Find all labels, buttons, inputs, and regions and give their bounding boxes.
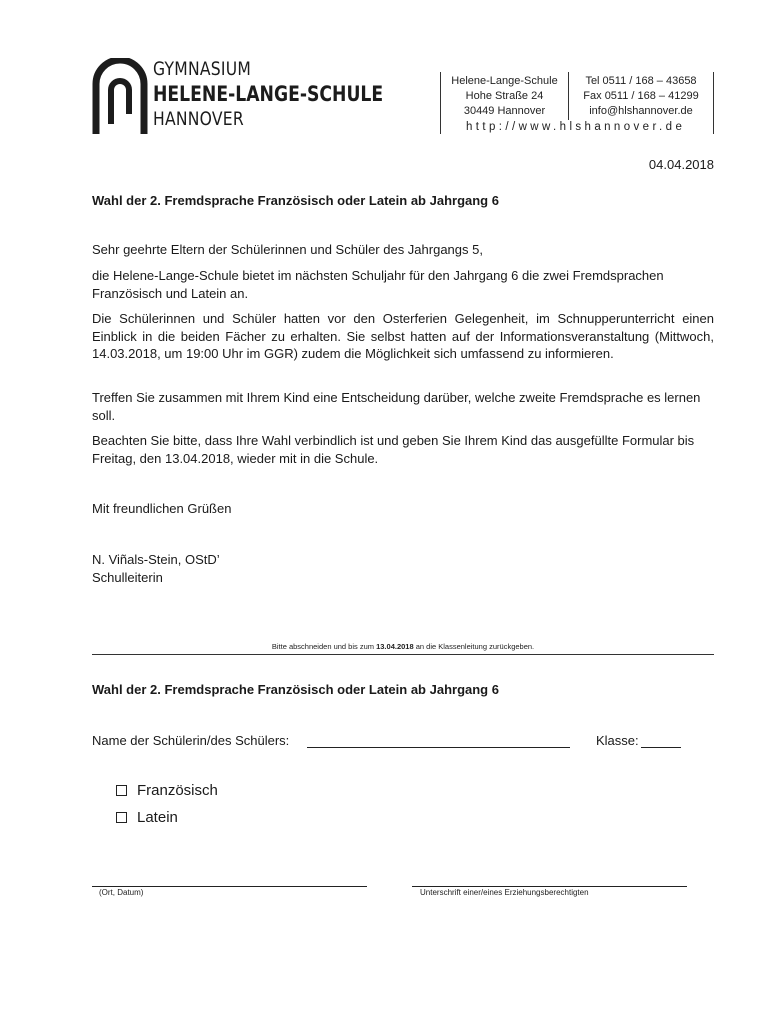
- cut-off-line: [92, 654, 714, 655]
- signer-name: N. Viñals-Stein, OStD’: [92, 552, 220, 567]
- place-date-line[interactable]: [92, 886, 367, 887]
- checkbox-french[interactable]: [116, 785, 127, 796]
- place-date-caption: (Ort, Datum): [99, 888, 144, 897]
- letter-subject: Wahl der 2. Fremdsprache Französisch oder Latein ab Jahrgang 6: [92, 193, 499, 208]
- logo-line-school-name: HELENE-LANGE-SCHULE: [153, 82, 384, 106]
- cut-off-note-text: Bitte abschneiden und bis zum: [271, 642, 377, 651]
- school-logo-icon: [92, 58, 148, 134]
- cut-off-note-text: an die Klassenleitung zurückgeben.: [413, 642, 535, 651]
- checkbox-latin[interactable]: [116, 812, 127, 823]
- contact-divider-right: [713, 72, 714, 134]
- letter-date: 04.04.2018: [648, 157, 714, 172]
- letter-closing: Mit freundlichen Grüßen: [92, 501, 232, 516]
- contact-address-line: Helene-Lange-Schule: [451, 75, 558, 87]
- logo-line-gymnasium: GYMNASIUM: [153, 58, 252, 80]
- letter-paragraph-3: Treffen Sie zusammen mit Ihrem Kind eine Entscheidung darüber, welche zweite Fremdsprache es lernen soll.: [92, 390, 701, 423]
- school-logo-wordmark: [153, 60, 434, 129]
- cut-off-note: [92, 642, 714, 651]
- contact-address-line: 30449 Hannover: [463, 105, 546, 117]
- contact-phone-line: Tel 0511 / 168 – 43658: [585, 75, 697, 87]
- logo-line-city: HANNOVER: [153, 108, 244, 130]
- signature-line[interactable]: [412, 886, 687, 887]
- option-latin-label: Latein: [137, 809, 178, 826]
- student-name-label: Name der Schülerin/des Schülers:: [92, 733, 290, 748]
- signature-caption: Unterschrift einer/eines Erziehungsberechtigten: [420, 888, 589, 897]
- option-latin[interactable]: [116, 809, 178, 826]
- contact-address: [441, 74, 568, 119]
- student-name-field[interactable]: [307, 747, 570, 748]
- letter-paragraph-4: Beachten Sie bitte, dass Ihre Wahl verbindlich ist und geben Sie Ihrem Kind das ausgefüllte Formular bis Freitag, den 13.04.2018, wieder mit in die Schule.: [92, 433, 695, 466]
- contact-phone: [569, 74, 713, 119]
- cut-off-note-date: 13.04.2018: [376, 642, 414, 651]
- contact-address-line: Hohe Straße 24: [465, 90, 544, 102]
- letter-salutation: Sehr geehrte Eltern der Schülerinnen und Schüler des Jahrgangs 5,: [92, 242, 483, 257]
- signer-title: Schulleiterin: [92, 570, 163, 585]
- option-french[interactable]: [116, 782, 218, 799]
- contact-email-link[interactable]: info@hlshannover.de: [589, 105, 693, 117]
- option-french-label: Französisch: [137, 782, 218, 799]
- form-subject: Wahl der 2. Fremdsprache Französisch oder Latein ab Jahrgang 6: [92, 682, 499, 697]
- contact-fax-line: Fax 0511 / 168 – 41299: [583, 90, 699, 102]
- class-field[interactable]: [641, 747, 681, 748]
- class-label: Klasse:: [596, 733, 639, 748]
- letter-paragraph-2: Die Schülerinnen und Schüler hatten vor den Osterferien Gelegenheit, im Schnupperunterricht einen Einblick in die beiden Fächer zu erhalten. Sie selbst hatten auf der Informationsveranstaltung (Mittwoch, 14.03.2018, um 19:00 Uhr im GGR) zudem die Möglichkeit sich umfassend zu informieren.: [92, 311, 714, 361]
- website-link[interactable]: http://www.hlshannover.de: [466, 121, 686, 133]
- letter-paragraph-1: die Helene-Lange-Schule bietet im nächsten Schuljahr für den Jahrgang 6 die zwei Fremdsprachen Französisch und Latein an.: [92, 268, 664, 301]
